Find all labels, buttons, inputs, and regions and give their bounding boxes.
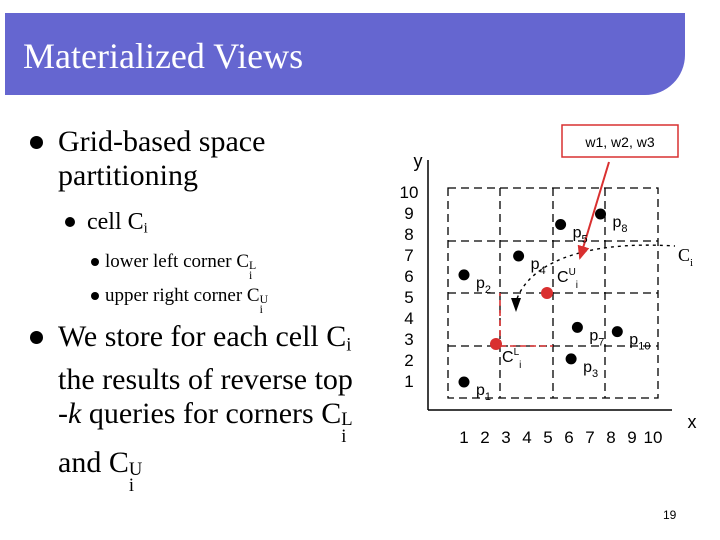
bullet-cell-text: cell C (87, 209, 144, 235)
x-axis-label: x (687, 412, 697, 432)
x-tick-label: 5 (543, 428, 553, 447)
data-point-label-p5: $p_5$ (572, 224, 588, 246)
x-tick-label: 6 (564, 428, 574, 447)
bullet-store-line3-sup: L (341, 409, 353, 431)
y-tick-label: 3 (404, 330, 414, 349)
x-tick-label: 8 (606, 428, 616, 447)
data-point-p7 (572, 322, 583, 333)
bullet-store-line4-sub: i (128, 475, 134, 497)
y-tick-label: 9 (404, 204, 414, 223)
bullet-store-line4-sup: U (128, 458, 143, 480)
data-point-label-p3: $p_3$ (583, 358, 599, 380)
data-point-label-p2: $p_2$ (476, 274, 492, 296)
data-point-p8 (595, 209, 606, 220)
data-point-p3 (566, 353, 577, 364)
bullet-store-line2: the results of reverse top (58, 362, 353, 396)
page-number: 19 (663, 508, 677, 522)
y-tick-label: 7 (404, 246, 414, 265)
x-tick-label: 9 (627, 428, 637, 447)
y-tick-label: 8 (404, 225, 414, 244)
weights-label: w1, w2, w3 (585, 134, 655, 150)
bullet-store-line3: queries for corners C (81, 396, 342, 430)
data-point-label-p10: $p_{10}$ (629, 331, 651, 353)
corner-upper-right-point (541, 287, 553, 299)
bullet-upper-right-text: upper right corner C (105, 285, 260, 306)
data-point-label-p1: $p_1$ (476, 382, 492, 403)
corner-lower-left-point (490, 338, 502, 350)
bullet-upper-right-sub: i (259, 303, 263, 317)
data-point-label-p7: $p_7$ (589, 327, 605, 349)
bullet-lower-left-text: lower left corner C (105, 251, 250, 272)
y-axis-label: y (413, 151, 423, 171)
bullet-store-line3-dash: - (58, 396, 68, 430)
data-point-label-p4: $p_4$ (530, 256, 546, 277)
data-point-p4 (513, 251, 524, 262)
bullet-store-line3-k: k (68, 396, 82, 430)
x-tick-labels (459, 428, 662, 447)
data-point-p5 (555, 219, 566, 230)
highlighted-cell (500, 293, 553, 346)
data-points (459, 209, 651, 404)
x-tick-label: 1 (459, 428, 469, 447)
data-point-p2 (459, 269, 470, 280)
bullet-store-line1: We store for each cell C (58, 320, 347, 353)
y-tick-labels (400, 183, 419, 391)
arc-arrowhead (511, 298, 521, 312)
y-tick-label: 5 (404, 288, 414, 307)
y-tick-label: 10 (399, 183, 419, 202)
bullet-upper-right-sup: U (259, 292, 269, 306)
corner-upper-label: $C^U_i$ (557, 267, 579, 291)
bullet-cell-sub: i (143, 220, 148, 237)
corner-lower-label: $C^L_i$ (502, 347, 522, 371)
data-point-p1 (459, 377, 470, 388)
data-point-p10 (612, 326, 623, 337)
y-tick-label: 1 (404, 372, 414, 391)
data-point-label-p8: $p_8$ (612, 214, 628, 235)
x-tick-label: 2 (480, 428, 490, 447)
y-tick-label: 4 (404, 309, 414, 328)
x-tick-label: 3 (501, 428, 511, 447)
bullet-store-line1-sub: i (346, 334, 352, 356)
bullet-text-line2: partitioning (58, 159, 198, 192)
x-tick-label: 10 (643, 428, 663, 447)
x-tick-label: 4 (522, 428, 532, 447)
bullet-text-line1: Grid-based space (58, 125, 266, 158)
y-tick-label: 2 (404, 351, 414, 370)
bullet-store-line4: and C (58, 445, 129, 479)
slide-title: Materialized Views (23, 36, 304, 76)
bullet-lower-left-sup: L (249, 258, 257, 272)
x-tick-label: 7 (585, 428, 595, 447)
y-tick-label: 6 (404, 267, 414, 286)
bullet-store-line3-sub: i (341, 426, 347, 448)
cell-label: $C_i$ (678, 245, 694, 269)
bullet-lower-left-sub: i (249, 269, 253, 283)
